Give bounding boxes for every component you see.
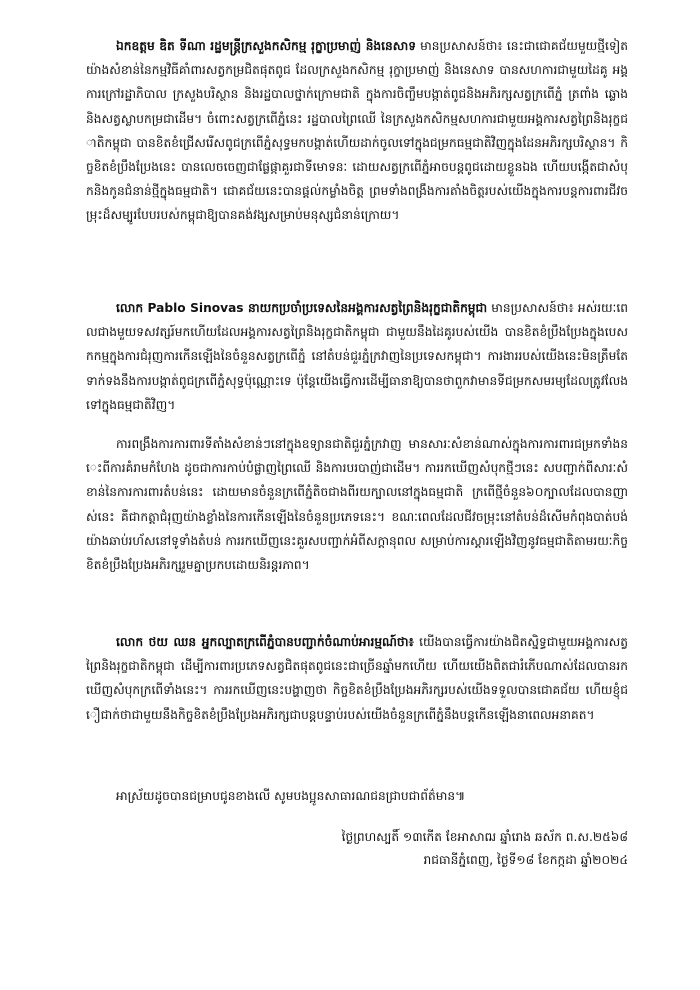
paragraph-body: មានប្រសាសន៍ថា៖ អស់រយៈពេលជាងមួយទសវត្សរ៍មកហើយដែលអង្គការសត្វព្រៃនិងរុក្ខជាតិកម្ពុជា ជាមួយនឹងដៃគូរបស់យើង បានខិតខំប្រឹងប្រែងក្នុងបេសកកម្មក្នុងការជំរុញការកើនឡើងនៃចំនួនសត្វក្រពើភ្នំ នៅតំបន់ជួរភ្នំក្រវាញនៃប្រទេសកម្ពុជា។ ការងាររបស់យើងនេះមិនត្រឹមតែទាក់ទងនឹងការបង្កាត់ពូជក្រពើភ្នំសុទ្ធប៉ុណ្ណោះទេ ប៉ុន្តែយើងធ្វើការដើម្បីធានាឱ្យបានថាពួកវាមានទីជម្រកសមរម្យដែលត្រូវលែងទៅក្នុងធម្មជាតិវិញ។ — [86, 301, 628, 412]
paragraph-ranger-statement — [86, 630, 628, 727]
speaker-name: លោក ថយ ឈន — [116, 635, 197, 649]
paragraph-director-statement — [86, 296, 628, 417]
paragraph-closing — [86, 784, 628, 808]
paragraph-body: ការពង្រឹងការការពារទីតាំងសំខាន់ៗនៅក្នុងឧទ្យានជាតិជួរភ្នំក្រវាញ មានសារៈសំខាន់ណាស់ក្នុងការការពារជម្រកទាំងនេះពីការគំរាមកំហែង ដូចជាការកាប់បំផ្លាញព្រៃឈើ និងការបរបាញ់ជាដើម។ ការរកឃើញសំបុកថ្មីៗនេះ សបញ្ជាក់ពីសារៈសំខាន់នៃការការពារតំបន់នេះ ដោយមានចំនួនក្រពើភ្នំតិចជាងពីរយក្បាលនៅក្នុងធម្មជាតិ ក្រពើថ្មីចំនួន៦០ក្បាលដែលបានញាស់នេះ គឺជាកត្តាជំរុញយ៉ាងខ្លាំងនៃការកើនឡើងនៃចំនួនប្រភេទនេះ។ ខណៈពេលដែលជីវចម្រុះនៅតំបន់ដ៏សើមកំពុងបាត់បង់យ៉ាងឆាប់រហ័សនៅទូទាំងតំបន់ ការរកឃើញនេះគួរសបញ្ជាក់អំពីសក្ដានុពល សម្រាប់ការស្ដារឡើងវិញនូវធម្មជាតិតាមរយៈកិច្ចខិតខំប្រឹងប្រែងអភិរក្សរួមគ្នាប្រកបដោយនិរន្តរភាព។ — [86, 437, 628, 573]
date-solar: រាជធានីភ្នំពេញ, ថ្ងៃទី១៨ ខែកក្កដា ឆ្នាំ២០២៤ — [423, 853, 628, 867]
speaker-title: រដ្ឋមន្ត្រីក្រសួងកសិកម្ម រុក្ខាប្រមាញ់ និងនេសាទ — [205, 39, 416, 53]
paragraph-habitat-protection — [86, 432, 628, 577]
speaker-name: ឯកឧត្តម ឌិត ទីណា — [116, 39, 206, 53]
speaker-name: លោក Pablo Sinovas — [116, 301, 244, 315]
paragraph-minister-statement — [86, 34, 628, 228]
speaker-title: នាយកប្រចាំប្រទេសនៃអង្គការសត្វព្រៃនិងរុក្ខជាតិកម្ពុជា — [243, 301, 488, 315]
speaker-title: អ្នកល្បាតក្រពើភ្នំបានបញ្ជាក់ចំណាប់អារម្មណ៍ថា៖ — [196, 635, 414, 649]
paragraph-body: មានប្រសាសន៍ថា៖ នេះជាជោគជ័យមួយថ្មីទៀតយ៉ាងសំខាន់នៃកម្មវិធីគាំពារសត្វកម្រជិតផុតពូជ ដែលក្រសួងកសិកម្ម រុក្ខាប្រមាញ់ និងនេសាទ បានសហការជាមួយដៃគូ អង្គការក្រៅរដ្ឋាភិបាល ក្រសួងបរិស្ថាន និងរដ្ឋបាលថ្នាក់ក្រោមជាតិ ក្នុងការចិញ្ចឹមបង្កាត់ពូជនិងអភិរក្សសត្វក្រពើភ្នំ ត្រពាំង ឆ្លោង និងសត្វស្លាបកម្រជាដើម។ ចំពោះសត្វក្រពើភ្នំនេះ រដ្ឋបាលព្រៃឈើ នៃក្រសួងកសិកម្មសហការជាមួយអង្គការសត្វព្រៃនិងរុក្ខជាតិកម្ពុជា បានខិតខំជ្រើសរើសពូជក្រពើភ្នំសុទ្ធមកបង្កាត់ហើយដាក់ចូលទៅក្នុងជម្រកធម្មជាតិវិញក្នុងដែនអភិរក្សបរិស្ថាន។ កិច្ចខិតខំប្រឹងប្រែងនេះ បានលេចចេញជាផ្លែផ្កាគួរជាទីមោទនៈ ដោយសត្វក្រពើភ្នំអាចបន្តពូជដោយខ្លួនឯង ហើយបង្កើតជាសំបុកនិងកូនជំនាន់ថ្មីក្នុងធម្មជាតិ។ ជោគជ័យនេះបានផ្ដល់កម្លាំងចិត្ត ព្រមទាំងពង្រឹងការតាំងចិត្តរបស់យើងក្នុងការបន្តការពារជីវចម្រុះដ៏សម្បូរបែបរបស់កម្ពុជាឱ្យបានគង់វង្សសម្រាប់មនុស្សជំនាន់ក្រោយ។ — [86, 39, 628, 223]
date-lunar: ថ្ងៃព្រហស្បតិ៍ ១៣កើត ខែអាសាឍ ឆ្នាំរោង ឆស័ក ព.ស.២៥៦៨ — [341, 830, 628, 844]
paragraph-body: យើងបានធ្វើការយ៉ាងជិតស្និទ្ធជាមួយអង្គការសត្វព្រៃនិងរុក្ខជាតិកម្ពុជា ដើម្បីការពារប្រភេទសត្វជិតផុតពូជនេះជាច្រើនឆ្នាំមកហើយ ហើយយើងពិតជារំភើបណាស់ដែលបានរកឃើញសំបុកក្រពើទាំងនេះ។ ការរកឃើញនេះបង្ហាញថា កិច្ចខិតខំប្រឹងប្រែងអភិរក្សរបស់យើងទទួលបានជោគជ័យ ហើយខ្ញុំជឿជាក់ថាជាមួយនឹងកិច្ចខិតខំប្រឹងប្រែងអភិរក្សជាបន្តបន្ទាប់របស់យើងចំនួនក្រពើភ្នំនឹងបន្តកើនឡើងនាពេលអនាគត។ — [86, 635, 628, 722]
paragraph-body: អាស្រ័យដូចបានជម្រាបជូនខាងលើ សូមបងប្អូនសាធារណជនជ្រាបជាព័ត៌មាន៕ — [116, 789, 466, 803]
